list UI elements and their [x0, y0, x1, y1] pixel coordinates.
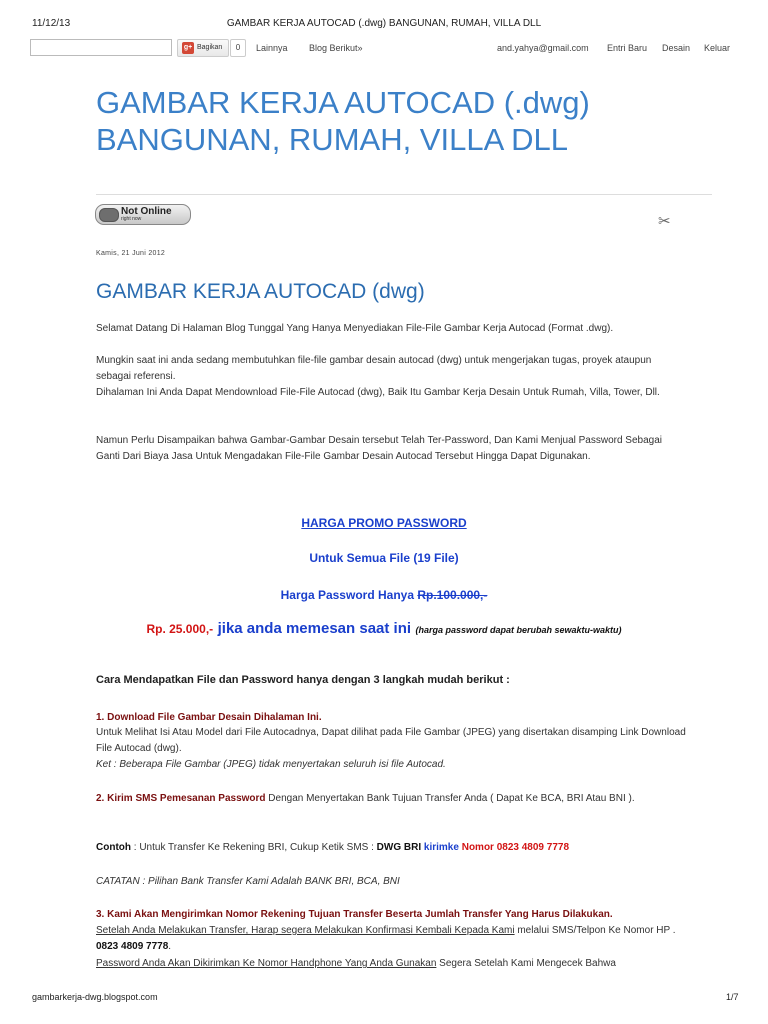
blogger-navbar — [0, 38, 768, 60]
step-3-password — [96, 956, 686, 972]
footer-page-number: 1/7 — [726, 992, 739, 1002]
confirm-via: melalui SMS/Telpon Ke Nomor HP . — [514, 925, 676, 936]
post-paragraph-3: Namun Perlu Disampaikan bahwa Gambar-Gambar Desain tersebut Telah Ter-Password, Dan Kami Menjual Password Sebagai Ganti Dari Biaya Jasa Untuk Mengadakan File-File Gambar Desain Autocad Tersebut Hingga Dapat Digunakan. — [96, 435, 663, 462]
online-status-badge — [95, 204, 191, 225]
post-paragraph-2b: Dihalaman Ini Anda Dapat Mendownload File-File Autocad (dwg), Baik Itu Gambar Kerja Desain Untuk Rumah, Villa, Tower, Dll. — [96, 387, 660, 398]
blog-title[interactable] — [96, 84, 716, 158]
price-note: (harga password dapat berubah sewaktu-waktu) — [415, 625, 622, 635]
promo-password-link[interactable]: HARGA PROMO PASSWORD — [301, 516, 467, 530]
post-date: Kamis, 21 Juni 2012 — [96, 250, 166, 257]
bank-note: CATATAN : Pilihan Bank Transfer Kami Adalah BANK BRI, BCA, BNI — [96, 876, 400, 887]
promo-price-line — [96, 588, 672, 602]
sms-code: DWG BRI — [376, 842, 422, 853]
status-light-icon — [99, 208, 119, 222]
step-3-confirm — [96, 923, 686, 955]
step-2 — [96, 791, 686, 807]
next-blog-link[interactable]: Blog Berikut» — [309, 43, 363, 53]
print-page-title: GAMBAR KERJA AUTOCAD (.dwg) BANGUNAN, RUMAH, VILLA DLL — [226, 18, 542, 29]
user-email: and.yahya@gmail.com — [497, 43, 589, 53]
share-count: 0 — [230, 39, 246, 57]
footer-url: gambarkerja-dwg.blogspot.com — [32, 992, 158, 1002]
step-1-note: Ket : Beberapa File Gambar (JPEG) tidak menyertakan seluruh isi file Autocad. — [96, 759, 446, 770]
status-subtext: right now — [121, 216, 142, 222]
old-price: Rp.100.000,- — [417, 588, 488, 602]
confirm-end: . — [168, 941, 172, 952]
google-plus-icon: g+ — [182, 42, 194, 54]
sms-number: Nomor 0823 4809 7778 — [461, 842, 570, 853]
post-title[interactable]: GAMBAR KERJA AUTOCAD (dwg) — [96, 280, 425, 303]
share-label: Bagikan — [197, 44, 223, 51]
new-price: Rp. 25.000,- — [146, 622, 214, 636]
sms-example — [96, 840, 686, 856]
offer-text: jika anda memesan saat ini — [217, 620, 412, 637]
steps-intro: Cara Mendapatkan File dan Password hanya dengan 3 langkah mudah berikut : — [96, 674, 510, 686]
status-text: Not Online — [121, 206, 172, 217]
header-divider — [96, 194, 712, 195]
step-1-heading: 1. Download File Gambar Desain Dihalaman Ini. — [96, 712, 322, 723]
print-date: 11/12/13 — [32, 18, 71, 29]
step-3-heading: 3. Kami Akan Mengirimkan Nomor Rekening Tujuan Transfer Beserta Jumlah Transfer Yang Harus Dilakukan. — [96, 909, 613, 920]
promo-offer-line — [96, 620, 672, 638]
step-1-body: Untuk Melihat Isi Atau Model dari File Autocadnya, Dapat dilihat pada File Gambar (JPEG) yang disertakan disamping Link Download File Autocad (dwg). — [96, 727, 686, 754]
step-3-title — [96, 907, 686, 923]
blog-title-line-2: BANGUNAN, RUMAH, VILLA DLL — [96, 122, 569, 157]
post-paragraph-1: Selamat Datang Di Halaman Blog Tunggal Yang Hanya Menyediakan File-File Gambar Kerja Autocad (Format .dwg). — [96, 323, 614, 334]
contoh-body: : Untuk Transfer Ke Rekening BRI, Cukup Ketik SMS : — [131, 842, 377, 853]
confirm-phone: 0823 4809 7778 — [96, 941, 169, 952]
password-delivery-rest: Segera Setelah Kami Mengecek Bahwa — [436, 958, 616, 969]
contoh-label: Contoh — [96, 842, 131, 853]
sms-kirim: kirimke — [421, 842, 462, 853]
step-2-heading: 2. Kirim SMS Pemesanan Password — [96, 793, 266, 804]
step-2-body: Dengan Menyertakan Bank Tujuan Transfer Anda ( Dapat Ke BCA, BRI Atau BNI ). — [265, 793, 635, 804]
blog-title-line-1: GAMBAR KERJA AUTOCAD (.dwg) — [96, 85, 590, 120]
new-post-link[interactable]: Entri Baru — [607, 43, 648, 53]
more-link[interactable]: Lainnya — [256, 43, 288, 53]
design-link[interactable]: Desain — [662, 43, 691, 53]
confirm-instruction: Setelah Anda Melakukan Transfer, Harap segera Melakukan Konfirmasi Kembali Kepada Kami — [96, 925, 515, 936]
password-delivery: Password Anda Akan Dikirimkan Ke Nomor Handphone Yang Anda Gunakan — [96, 958, 437, 969]
share-button[interactable] — [177, 39, 229, 57]
step-1-title — [96, 710, 686, 726]
post-paragraph-2a: Mungkin saat ini anda sedang membutuhkan file-file gambar desain autocad (dwg) untuk mengerjakan tugas, proyek ataupun sebagai referensi. — [96, 355, 652, 382]
logout-link[interactable]: Keluar — [704, 43, 731, 53]
search-input[interactable] — [30, 39, 172, 56]
price-label: Harga Password Hanya — [280, 588, 414, 602]
quick-edit-icon[interactable]: ✂ — [658, 213, 671, 230]
promo-all-files: Untuk Semua File (19 File) — [309, 551, 459, 565]
